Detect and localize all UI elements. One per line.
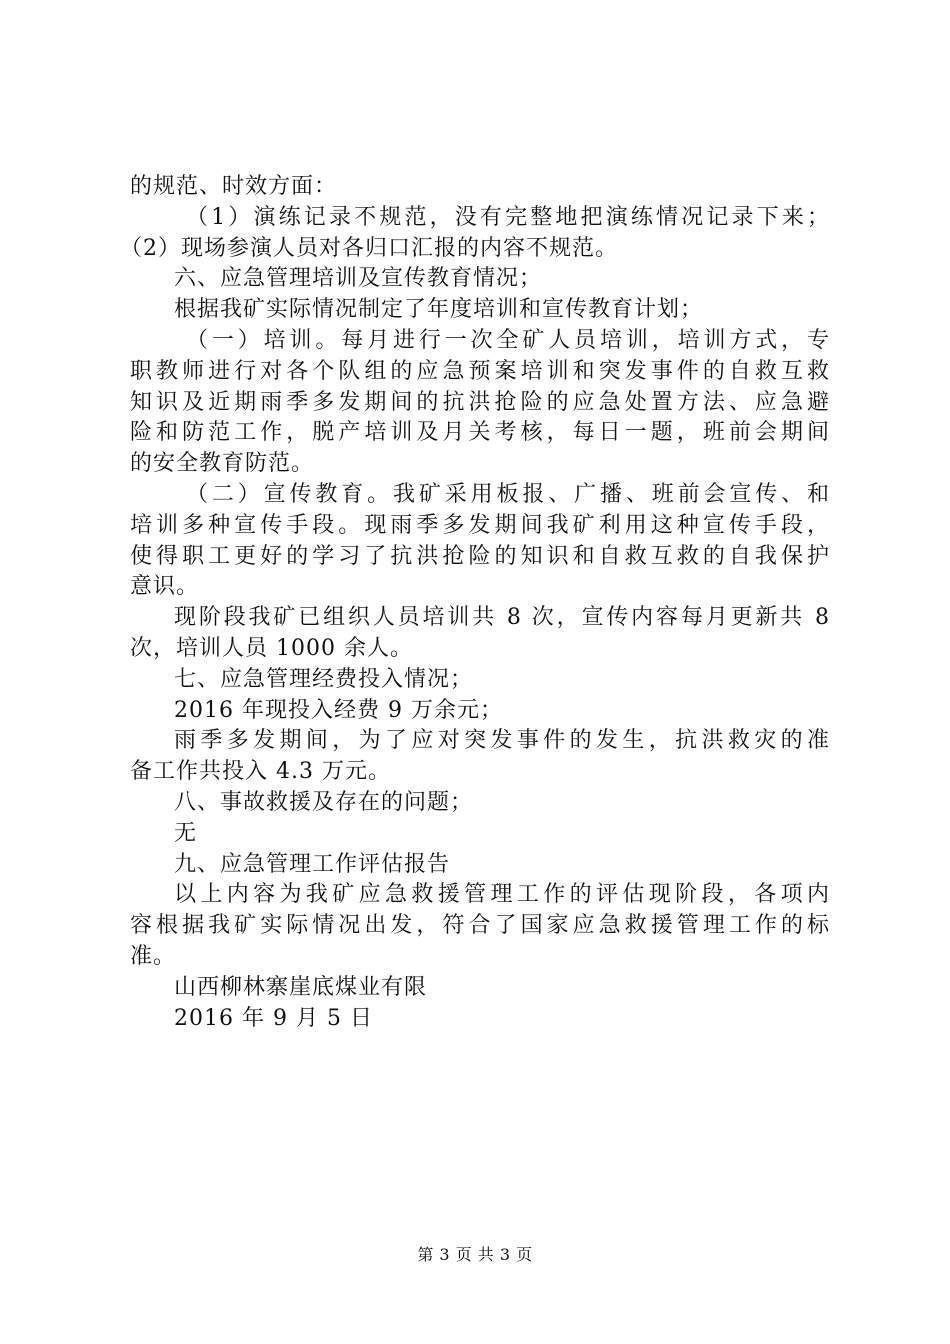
text-line: 意识。 [130,574,200,600]
text-line: 使得职工更好的学习了抗洪抢险的知识和自救互救的自我保护 [130,543,830,569]
section-heading: 七、应急管理经费投入情况； [174,666,474,692]
text-line: 2016 年现投入经费 9 万余元； [174,697,503,723]
text-line: 的规范、时效方面： [130,174,338,199]
text-line: 职教师进行对各个队组的应急预案培训和突发事件的自救互救 [130,358,830,384]
page-footer: 第 3 页 共 3 页 [417,1245,533,1264]
text-line: （二）宣传教育。我矿采用板报、广播、班前会宣传、和 [186,481,830,507]
text-line: （一）培训。每月进行一次全矿人员培训，培训方式，专 [186,327,830,353]
text-line: 根据我矿实际情况制定了年度培训和宣传教育计划； [174,297,704,323]
text-line: （2）现场参演人员对各归口汇报的内容不规范。 [120,235,618,261]
text-line: 次，培训人员 1000 余人。 [130,635,413,661]
document-body [120,172,830,1034]
text-line: 的安全教育防范。 [130,451,315,477]
text-line: （1）演练记录不规范，没有完整地把演练情况记录下来； [186,204,830,230]
text-line: 准。 [130,943,177,969]
section-heading: 八、事故救援及存在的问题； [174,789,474,815]
text-line: 雨季多发期间，为了应对突发事件的发生，抗洪救灾的准 [174,728,830,754]
text-line: 知识及近期雨季多发期间的抗洪抢险的应急处置方法、应急避 [130,389,830,415]
section-heading: 六、应急管理培训及宣传教育情况； [174,266,543,292]
text-line: 培训多种宣传手段。现雨季多发期间我矿利用这种宣传手段， [130,512,830,538]
text-line: 无 [174,820,198,846]
signature-company: 山西柳林寨崖底煤业有限 [174,974,428,1000]
signature-date: 2016 年 9 月 5 日 [174,1005,373,1031]
text-line: 备工作共投入 4.3 万元。 [130,759,391,785]
section-heading: 九、应急管理工作评估报告 [174,851,451,877]
text-line: 现阶段我矿已组织人员培训共 8 次，宣传内容每月更新共 8 [174,605,830,631]
text-line: 险和防范工作，脱产培训及月关考核，每日一题，班前会期间 [130,420,830,446]
text-line: 以上内容为我矿应急救援管理工作的评估现阶段，各项内 [174,882,830,908]
text-line: 容根据我矿实际情况出发，符合了国家应急救援管理工作的标 [130,913,830,939]
